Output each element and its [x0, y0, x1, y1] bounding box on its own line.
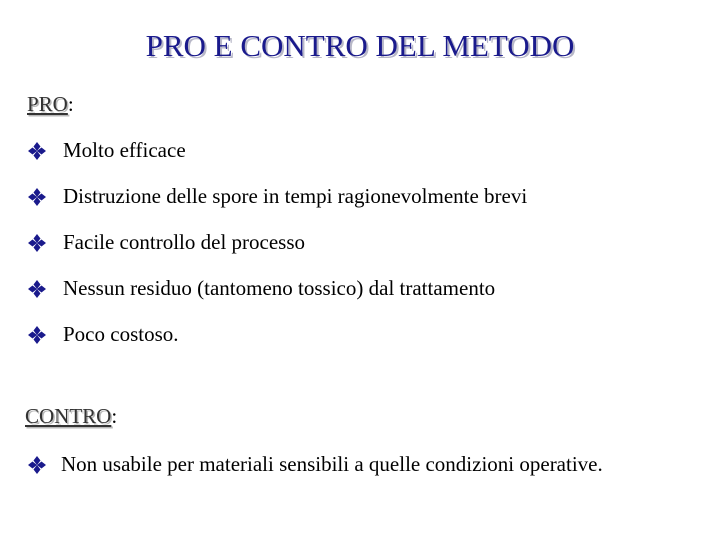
pro-item-text: Distruzione delle spore in tempi ragionevolmente brevi	[63, 184, 528, 208]
four-diamond-bullet-icon	[28, 142, 46, 160]
four-diamond-bullet-icon	[28, 188, 46, 206]
pro-item-text: Facile controllo del processo	[63, 230, 306, 254]
pro-heading	[27, 91, 74, 117]
four-diamond-bullet-icon	[28, 326, 46, 344]
contro-heading	[25, 403, 117, 429]
contro-item-text: Non usabile per materiali sensibili a quelle condizioni operative.	[61, 452, 603, 476]
pro-heading-colon: :	[67, 92, 74, 116]
pro-item-text: Nessun residuo (tantomeno tossico) dal trattamento	[63, 276, 496, 300]
page-title: PRO E CONTRO DEL METODO	[145, 28, 575, 63]
four-diamond-bullet-icon	[28, 280, 46, 298]
four-diamond-bullet-icon	[28, 456, 46, 474]
pro-heading-label: PRO	[27, 92, 68, 116]
contro-heading-label: CONTRO	[25, 404, 112, 428]
contro-heading-colon: :	[111, 404, 118, 428]
pro-item-text: Molto efficace	[63, 138, 186, 162]
pro-item-text: Poco costoso.	[63, 322, 179, 346]
four-diamond-bullet-icon	[28, 234, 46, 252]
